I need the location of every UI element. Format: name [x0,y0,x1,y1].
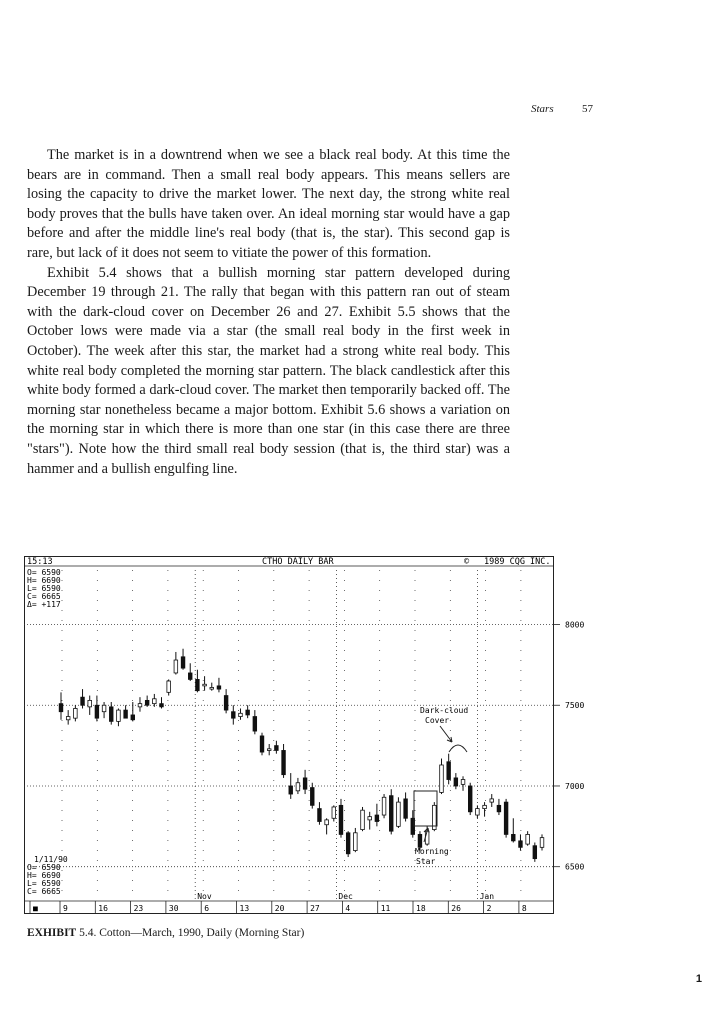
candle-body-black [59,704,63,712]
morning-star-label-line1: Morning [415,847,449,856]
quote-top-high: H= 6690 [27,576,61,585]
paragraph-2: Exhibit 5.4 shows that a bullish morning star pattern developed during December 19 through 21. The rally that began with this pattern ran out of steam with the dark-cloud cover on December 26 and 27. Exhibit 5.5 shows that the October lows were made via a star (the small real body in the first week in October). The week after this star, the market had a strong white real body. This white real body completed the morning star pattern. The black candlestick after this white body formed a dark-cloud cover. The market then temporarily backed off. The morning star nonetheless became a major bottom. Exhibit 5.6 shows a variation on the morning star in which there is more than one star (in this case there are three "stars"). Note how the third small real body session (that is, the third star) was a hammer and a bullish engulfing line. [27,264,510,477]
candle-body-white [354,833,358,851]
candle-body-white [490,799,494,802]
y-tick-label: 7500 [565,701,585,711]
candle-body-black [188,673,192,679]
candle-body-black [217,686,221,689]
candle-body-black [497,805,501,811]
x-tick-label: 6 [204,904,210,913]
candle-body-black [447,762,451,780]
candle-body-black [339,805,343,834]
x-tick-label: 8 [521,904,527,913]
month-label: Dec [338,892,353,901]
candle [346,831,350,857]
candle-body-black [289,786,293,794]
candle-body-black [389,796,393,832]
candle-body-black [511,834,515,840]
candle-body-white [361,810,365,829]
x-tick-label: 4 [345,904,351,913]
candle-body-black [375,815,379,821]
chart-vendor: 1989 CQG INC. [484,557,551,567]
candle-body-black [282,750,286,774]
quote-top-open: O= 6590 [27,568,61,577]
plot-frame [25,557,554,914]
candle-body-white [88,700,92,706]
candle [468,783,472,815]
candle-body-white [210,687,214,689]
x-tick-label: 18 [416,904,426,913]
candle-body-white [540,838,544,848]
candle-body-white [425,831,429,844]
quote-bottom-open: O= 6590 [27,863,61,872]
chart-time: 15:13 [27,557,53,567]
candle-body-black [418,834,422,847]
candle-body-black [310,788,314,806]
candle-body-white [267,749,271,751]
quote-bottom-high: H= 6690 [27,871,61,880]
copyright-symbol: © [464,557,470,567]
x-tick-label: 23 [133,904,144,913]
candle-body-black [533,846,537,859]
candle-body-white [382,797,386,815]
candle-body-black [253,717,257,732]
candle-body-white [117,710,121,721]
y-tick-label: 6500 [565,862,585,872]
candlestick-chart [24,556,590,914]
candle-body-black [231,712,235,718]
candle-body-black [131,715,135,720]
quote-top-change: Δ= +117 [27,600,61,609]
morning-star-label-line2: Star [416,857,436,866]
candle-body-black [246,710,250,715]
candle-body-black [454,778,458,786]
x-tick-label: ■ [33,904,38,913]
candle-body-black [145,700,149,705]
candle-body-black [160,704,164,707]
x-tick-label: 16 [98,904,108,913]
footer-number: 1 [695,973,702,985]
candle-body-black [224,696,228,711]
body-text [27,146,510,479]
paragraph-1: The market is in a downtrend when we see a black real body. At this time the bears are in command. Then a small real body appears. This means sellers are losing the capacity to drive the market lower. The next day, the strong white real body proves that the bulls have taken over. An ideal morning star would have a gap before and after the middle line's real body (that is, the star). This second gap is rare, but lack of it does not seem to vitiate the power of this formation. [27,147,510,261]
y-tick-label: 8000 [565,620,585,630]
month-label: Jan [479,892,495,901]
candle-body-white [239,713,243,716]
running-head [0,103,728,119]
candle-body-white [174,660,178,673]
candle-body-black [275,746,279,751]
y-tick-label: 7000 [565,781,585,791]
quote-bottom-date: 1/11/90 [34,855,68,864]
quote-top-low: L= 6590 [27,584,61,593]
x-tick-label: 27 [310,904,320,913]
page-number: 57 [582,103,593,115]
x-tick-label: 30 [168,904,179,913]
month-label: Nov [197,892,212,901]
candle-body-black [318,809,322,822]
candle-body-white [461,780,465,785]
candle-body-white [332,807,336,818]
candle-body-white [368,817,372,820]
quote-top-close: C= 6665 [27,592,61,601]
x-tick-label: 20 [274,904,285,913]
candle-body-black [181,657,185,668]
x-tick-label: 26 [451,904,461,913]
candle-body-white [397,802,401,826]
figure-caption [27,927,304,939]
chart-svg [24,556,590,914]
caption-label: EXHIBIT [27,927,77,939]
candle [389,789,393,834]
caption-text: 5.4. Cotton—March, 1990, Daily (Morning Star) [79,927,305,939]
candle-body-black [303,778,307,789]
candle-body-white [102,705,106,711]
candle-body-black [109,707,113,722]
candle-body-black [404,799,408,818]
candle-body-white [167,681,171,692]
dark-cloud-label-line1: Dark-cloud [420,706,469,715]
candle-body-white [526,834,530,844]
candle-body-white [483,805,487,808]
candle [533,842,537,861]
candle-body-black [519,841,523,847]
candle [361,807,365,831]
candle [260,733,264,756]
candle-body-black [504,802,508,834]
chart-title: CTHO DAILY BAR [262,557,334,567]
x-tick-label: 2 [486,904,492,913]
candle-body-white [476,809,480,815]
candle-body-black [95,705,99,718]
candle-body-white [153,699,157,704]
x-tick-label: 11 [380,904,391,913]
candle-body-white [138,704,142,707]
quote-bottom-close: C= 6665 [27,887,61,896]
quote-bottom-low: L= 6590 [27,879,61,888]
candle [397,797,401,828]
candle-body-black [124,710,128,718]
candle-body-white [325,820,329,825]
quote-box-top [27,568,61,609]
candle [382,794,386,818]
y-axis-labels [554,621,584,872]
candle-body-white [440,765,444,792]
dark-cloud-label-line2: Cover [425,716,450,725]
candle [504,799,508,838]
candle-body-black [260,736,264,752]
candle-body-white [74,708,78,718]
candle-body-black [346,833,350,854]
candle-body-white [203,684,207,686]
candle-body-white [66,717,70,720]
candle-body-black [196,679,200,690]
candle-body-black [468,786,472,812]
x-tick-label: 9 [63,904,68,913]
candle [433,802,437,831]
x-tick-label: 13 [239,904,250,913]
candle-body-black [81,697,85,705]
candle-body-white [296,783,300,791]
running-head-section: Stars [531,103,554,115]
